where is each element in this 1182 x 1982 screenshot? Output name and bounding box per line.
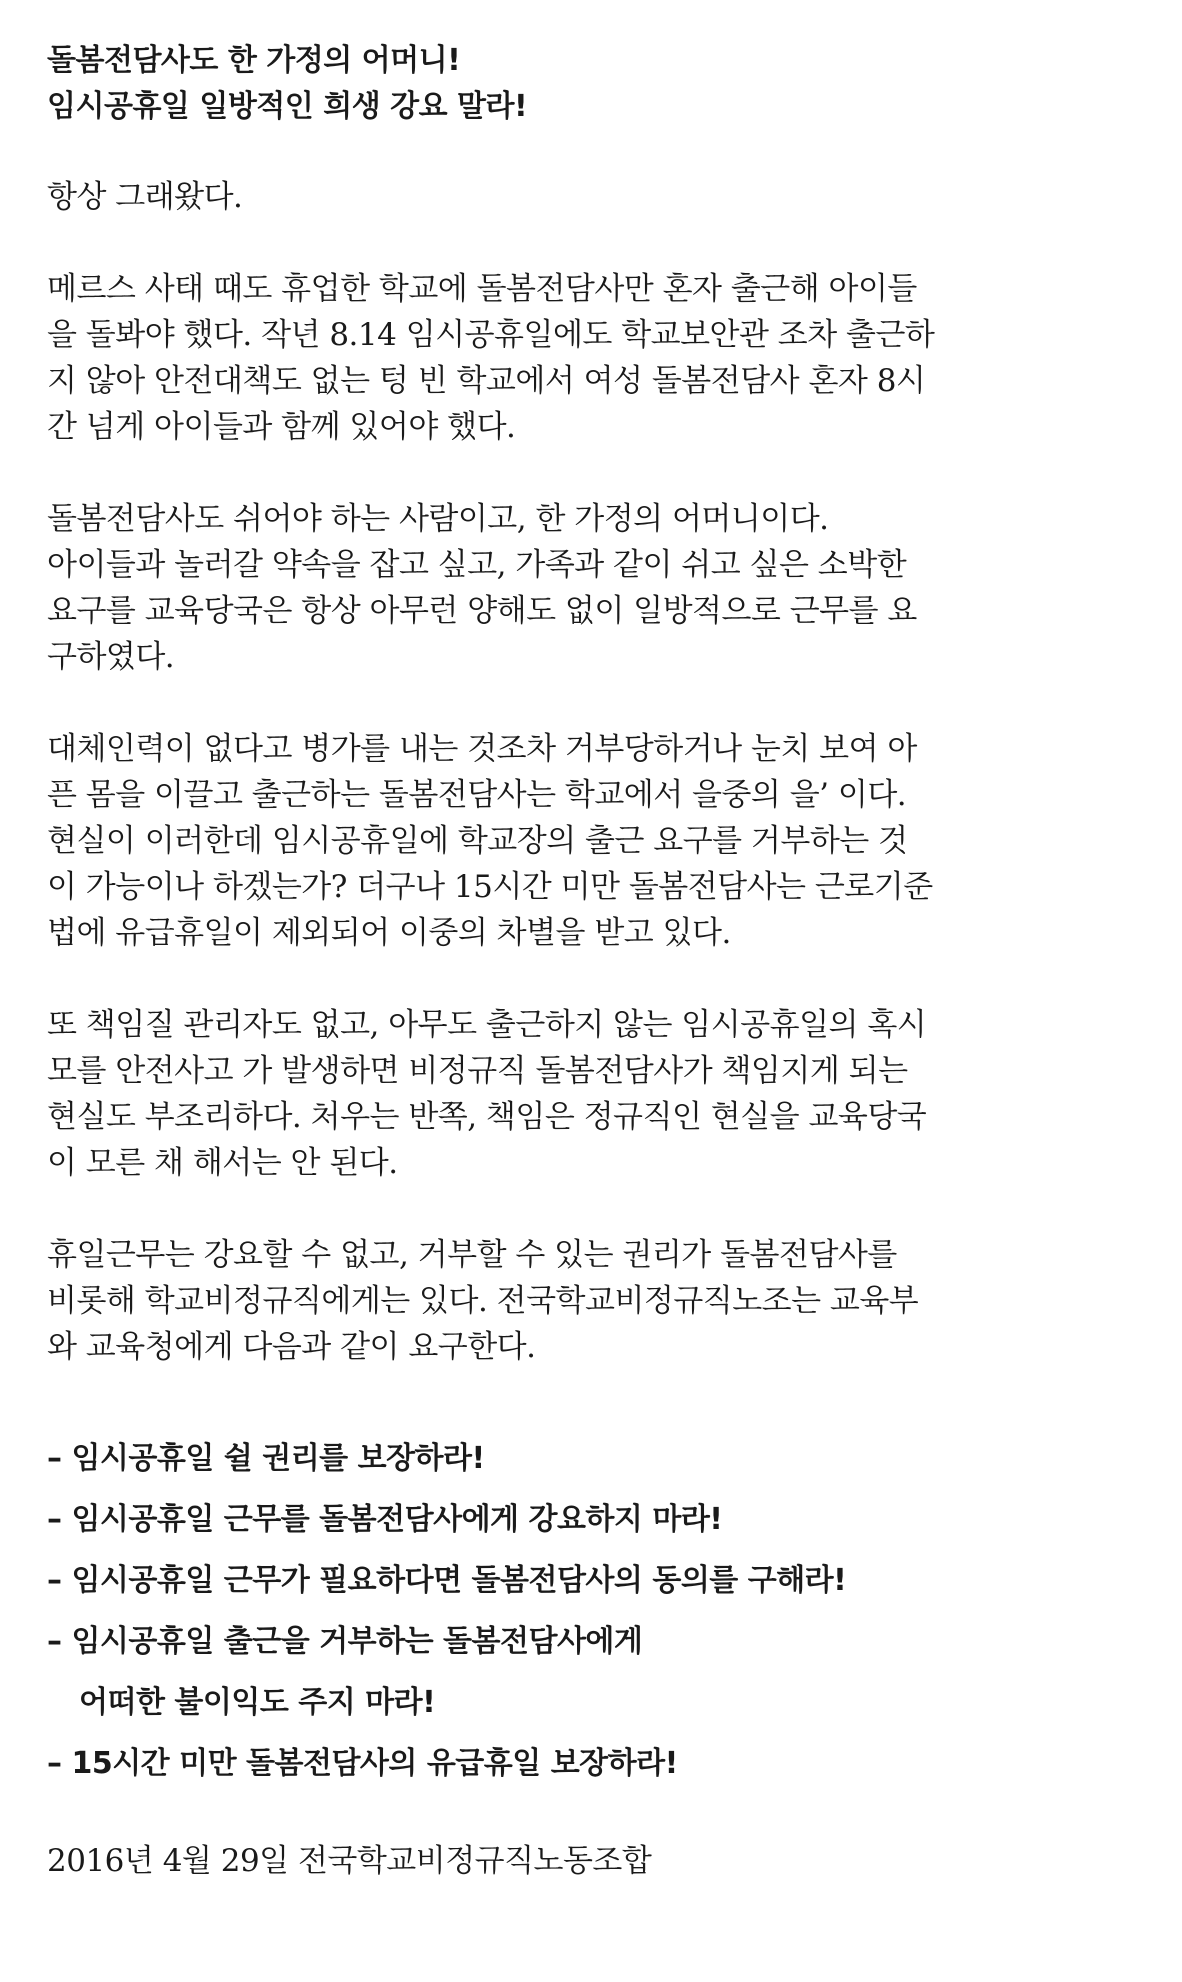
- demand-item-continued: 어떠한 불이익도 주지 마라!: [79, 1685, 436, 1720]
- statement-date-signature: 2016년 4월 29일 전국학교비정규직노동조합: [47, 1843, 652, 1879]
- paragraph-line: 지 않아 안전대책도 없는 텅 빈 학교에서 여성 돌봄전담사 혼자 8시: [47, 363, 926, 399]
- paragraph-line: 현실도 부조리하다. 처우는 반쪽, 책임은 정규직인 현실을 교육당국: [47, 1099, 927, 1135]
- paragraph-mers: [47, 266, 1047, 450]
- paragraph-line: 또 책임질 관리자도 없고, 아무도 출근하지 않는 임시공휴일의 혹시: [47, 1007, 927, 1043]
- paragraph-rights: [47, 1232, 1047, 1370]
- paragraph-line: 와 교육청에게 다음과 같이 요구한다.: [47, 1329, 536, 1365]
- paragraph-line: 비롯해 학교비정규직에게는 있다. 전국학교비정규직노조는 교육부: [47, 1283, 919, 1319]
- paragraph-line: 휴일근무는 강요할 수 없고, 거부할 수 있는 권리가 돌봄전담사를: [47, 1237, 897, 1273]
- paragraph-line: 항상 그래왔다.: [47, 179, 243, 215]
- demand-item: – 임시공휴일 쉴 권리를 보장하라!: [47, 1441, 485, 1476]
- paragraph-line: 구하였다.: [47, 639, 175, 675]
- demand-item: – 임시공휴일 근무가 필요하다면 돌봄전담사의 동의를 구해라!: [47, 1563, 847, 1598]
- statement-document: [47, 38, 1047, 1884]
- paragraph-line: 돌봄전담사도 쉬어야 하는 사람이고, 한 가정의 어머니이다.: [47, 501, 829, 537]
- paragraph-intro: [47, 174, 1047, 220]
- paragraph-line: 모를 안전사고 가 발생하면 비정규직 돌봄전담사가 책임지게 되는: [47, 1053, 908, 1089]
- demand-item: – 임시공휴일 출근을 거부하는 돌봄전담사에게: [47, 1624, 643, 1659]
- paragraph-line: 이 모른 채 해서는 안 된다.: [47, 1145, 398, 1181]
- paragraph-line: 간 넘게 아이들과 함께 있어야 했다.: [47, 409, 516, 445]
- paragraph-line: 픈 몸을 이끌고 출근하는 돌봄전담사는 학교에서 을중의 을’ 이다.: [47, 777, 907, 813]
- paragraph-line: 을 돌봐야 했다. 작년 8.14 임시공휴일에도 학교보안관 조차 출근하: [47, 317, 935, 353]
- paragraph-line: 법에 유급휴일이 제외되어 이중의 차별을 받고 있다.: [47, 915, 731, 951]
- paragraph-line: 요구를 교육당국은 항상 아무런 양해도 없이 일방적으로 근무를 요: [47, 593, 917, 629]
- statement-title: [47, 38, 1047, 130]
- paragraph-line: 아이들과 놀러갈 약속을 잡고 싶고, 가족과 같이 쉬고 싶은 소박한: [47, 547, 907, 583]
- demands-list: [47, 1428, 1047, 1794]
- paragraph-safety: [47, 1002, 1047, 1186]
- paragraph-line: 대체인력이 없다고 병가를 내는 것조차 거부당하거나 눈치 보여 아: [47, 731, 917, 767]
- paragraph-mothers: [47, 496, 1047, 680]
- paragraph-line: 메르스 사태 때도 휴업한 학교에 돌봄전담사만 혼자 출근해 아이들: [47, 271, 917, 307]
- paragraph-sick-leave: [47, 726, 1047, 956]
- paragraph-line: 현실이 이러한데 임시공휴일에 학교장의 출근 요구를 거부하는 것: [47, 823, 908, 859]
- paragraph-line: 이 가능이나 하겠는가? 더구나 15시간 미만 돌봄전담사는 근로기준: [47, 869, 933, 905]
- demand-item: – 임시공휴일 근무를 돌봄전담사에게 강요하지 마라!: [47, 1502, 723, 1537]
- title-line-1: 돌봄전담사도 한 가정의 어머니!: [47, 43, 461, 78]
- title-line-2: 임시공휴일 일방적인 희생 강요 말라!: [47, 89, 528, 124]
- demand-item: – 15시간 미만 돌봄전담사의 유급휴일 보장하라!: [47, 1746, 678, 1781]
